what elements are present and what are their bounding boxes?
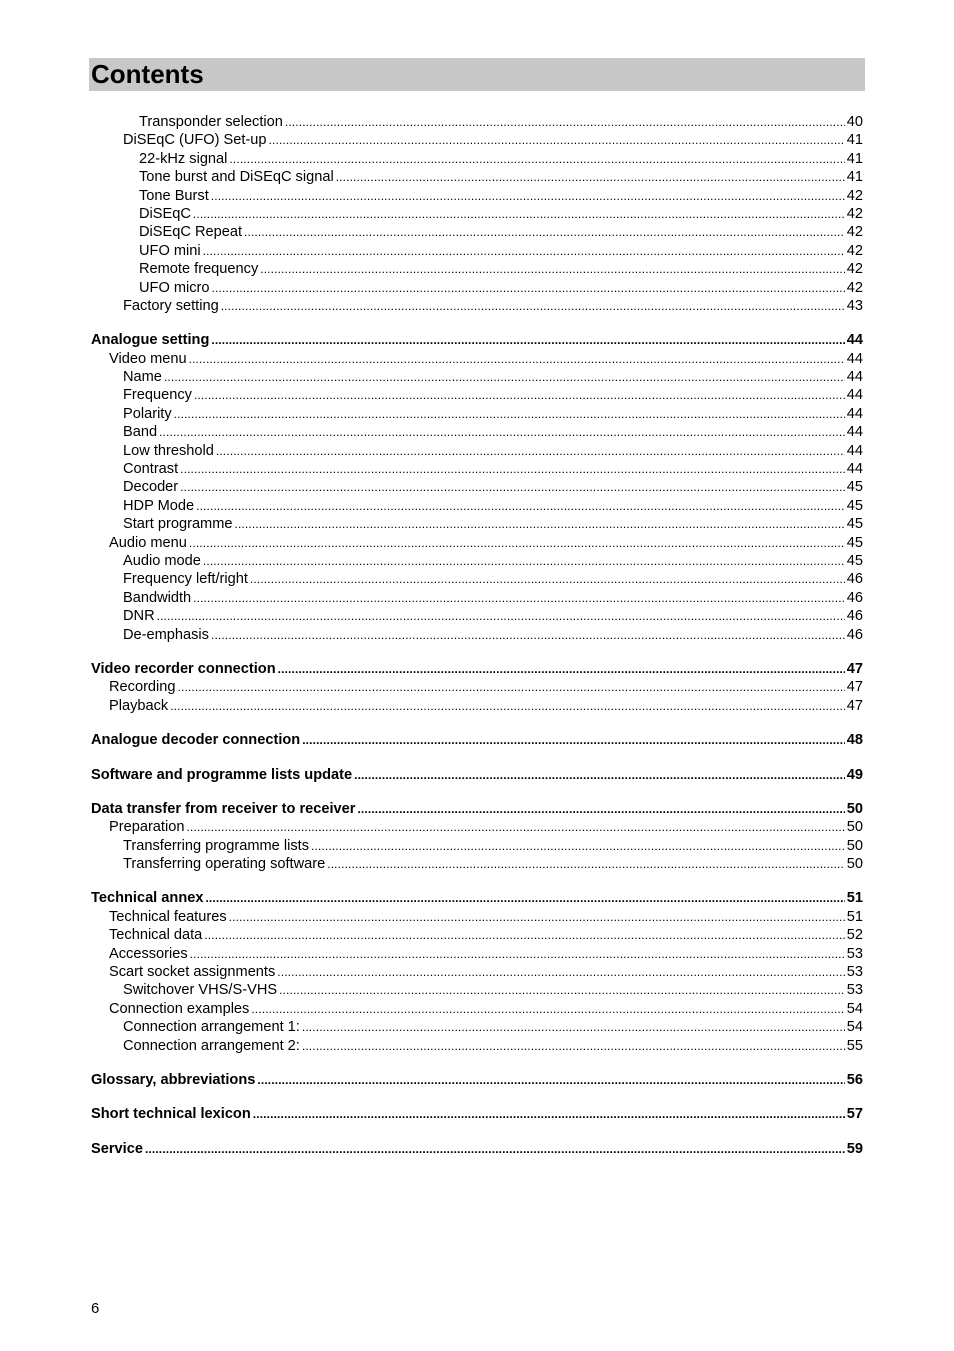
toc-entry-label: Accessories <box>109 945 188 962</box>
section-spacer <box>91 784 863 800</box>
toc-entry-label: Playback <box>109 697 169 714</box>
dot-leader <box>203 552 845 570</box>
dot-leader <box>257 1071 844 1089</box>
toc-entry-label: Switchover VHS/S-VHS <box>123 982 278 999</box>
toc-entry-page: 44 <box>846 332 863 349</box>
dot-leader <box>277 963 844 981</box>
toc-entry-label: Bandwidth <box>123 589 192 606</box>
dot-leader <box>180 478 845 496</box>
toc-entry-label: UFO mini <box>139 242 201 259</box>
toc-entry-page: 55 <box>846 1037 863 1054</box>
toc-entry-page: 47 <box>846 697 863 714</box>
toc-entry[interactable] <box>91 331 863 349</box>
dot-leader <box>159 423 845 441</box>
page-title: Contents <box>91 59 204 89</box>
dot-leader <box>251 1000 844 1018</box>
dot-leader <box>354 766 845 784</box>
dot-leader <box>336 168 845 186</box>
toc-entry-label: Contrast <box>123 461 179 478</box>
toc-entry[interactable] <box>91 187 863 205</box>
toc-entry-page: 53 <box>846 945 863 962</box>
toc-entry[interactable] <box>91 223 863 241</box>
toc-entry[interactable] <box>91 515 863 533</box>
toc-entry-label: Technical data <box>109 927 203 944</box>
toc-entry-page: 46 <box>846 608 863 625</box>
toc-entry-page: 56 <box>846 1071 863 1088</box>
toc-entry-label: Analogue setting <box>91 332 210 349</box>
toc-entry-page: 41 <box>846 150 863 167</box>
toc-entry-label: Transferring programme lists <box>123 837 309 854</box>
toc-entry-label: Connection examples <box>109 1000 250 1017</box>
toc-entry-label: Transferring operating software <box>123 856 326 873</box>
toc-entry-page: 44 <box>846 424 863 441</box>
toc-entry[interactable] <box>91 386 863 404</box>
toc-entry[interactable] <box>91 1018 863 1036</box>
toc-entry[interactable] <box>91 297 863 315</box>
toc-entry-label: Connection arrangement 2: <box>123 1037 300 1054</box>
toc-entry-label: Low threshold <box>123 442 214 459</box>
dot-leader <box>190 945 845 963</box>
toc-entry-page: 51 <box>846 890 863 907</box>
toc-entry-page: 44 <box>846 369 863 386</box>
toc-entry[interactable] <box>91 478 863 496</box>
toc-entry-label: Audio menu <box>109 534 187 551</box>
dot-leader <box>211 187 845 205</box>
toc-entry-label: Video recorder connection <box>91 660 276 677</box>
dot-leader <box>269 131 845 149</box>
toc-entry-label: Frequency left/right <box>123 571 248 588</box>
toc-entry[interactable] <box>91 981 863 999</box>
section-spacer <box>91 1124 863 1140</box>
toc-entry[interactable] <box>91 589 863 607</box>
toc-entry-page: 42 <box>846 224 863 241</box>
toc-entry[interactable] <box>91 442 863 460</box>
toc-entry-page: 47 <box>846 660 863 677</box>
toc-entry-page: 51 <box>846 908 863 925</box>
dot-leader <box>164 368 845 386</box>
toc-entry-page: 54 <box>846 1000 863 1017</box>
toc-entry-label: Tone Burst <box>139 187 209 204</box>
toc-entry-label: Polarity <box>123 405 172 422</box>
toc-entry-page: 47 <box>846 679 863 696</box>
toc-entry[interactable] <box>91 800 863 818</box>
toc-entry-label: Short technical lexicon <box>91 1106 251 1123</box>
toc-entry-page: 44 <box>846 442 863 459</box>
toc-entry[interactable] <box>91 205 863 223</box>
toc-entry[interactable] <box>91 855 863 873</box>
toc-entry-page: 42 <box>846 187 863 204</box>
section-spacer <box>91 715 863 731</box>
toc-entry[interactable] <box>91 260 863 278</box>
dot-leader <box>221 297 845 315</box>
dot-leader <box>260 260 845 278</box>
dot-leader <box>189 534 845 552</box>
toc-entry[interactable] <box>91 766 863 784</box>
toc-entry-label: Start programme <box>123 516 233 533</box>
toc-entry[interactable] <box>91 963 863 981</box>
toc-entry[interactable] <box>91 552 863 570</box>
toc-entry-label: DNR <box>123 608 155 625</box>
dot-leader <box>194 386 845 404</box>
dot-leader <box>229 150 844 168</box>
toc-entry-page: 44 <box>846 350 863 367</box>
toc-entry[interactable] <box>91 945 863 963</box>
toc-entry-page: 50 <box>846 800 863 817</box>
dot-leader <box>302 1037 845 1055</box>
toc-entry-label: UFO micro <box>139 279 210 296</box>
toc-entry-page: 54 <box>846 1019 863 1036</box>
toc-entry[interactable] <box>91 1140 863 1158</box>
toc-entry-label: 22-kHz signal <box>139 150 228 167</box>
dot-leader <box>302 731 845 749</box>
toc-entry[interactable] <box>91 660 863 678</box>
dot-leader <box>189 350 845 368</box>
dot-leader <box>157 607 845 625</box>
toc-entry[interactable] <box>91 1000 863 1018</box>
toc-entry-label: Video menu <box>109 350 187 367</box>
toc-entry-page: 50 <box>846 819 863 836</box>
toc-entry[interactable] <box>91 279 863 297</box>
dot-leader <box>357 800 844 818</box>
toc-entry-page: 45 <box>846 534 863 551</box>
toc-entry-label: Remote frequency <box>139 261 259 278</box>
dot-leader <box>244 223 845 241</box>
toc-entry-label: Technical features <box>109 908 227 925</box>
toc-entry-label: Connection arrangement 1: <box>123 1019 300 1036</box>
toc-entry-label: Factory setting <box>123 297 219 314</box>
toc-entry-page: 41 <box>846 169 863 186</box>
dot-leader <box>235 515 845 533</box>
dot-leader <box>174 405 845 423</box>
toc-entry-page: 43 <box>846 297 863 314</box>
toc-entry[interactable] <box>91 113 863 131</box>
toc-entry-page: 45 <box>846 516 863 533</box>
dot-leader <box>279 981 845 999</box>
dot-leader <box>145 1140 845 1158</box>
toc-entry[interactable] <box>91 818 863 836</box>
dot-leader <box>203 242 845 260</box>
toc-entry-page: 46 <box>846 571 863 588</box>
dot-leader <box>211 331 844 349</box>
table-of-contents <box>91 113 863 1158</box>
toc-entry[interactable] <box>91 1037 863 1055</box>
toc-entry-label: Data transfer from receiver to receiver <box>91 800 356 817</box>
toc-entry-page: 44 <box>846 461 863 478</box>
toc-entry-page: 52 <box>846 927 863 944</box>
toc-entry-page: 46 <box>846 626 863 643</box>
dot-leader <box>193 589 845 607</box>
toc-entry[interactable] <box>91 837 863 855</box>
toc-entry[interactable] <box>91 460 863 478</box>
page-number: 6 <box>91 1300 100 1317</box>
toc-entry[interactable] <box>91 678 863 696</box>
toc-entry-page: 45 <box>846 479 863 496</box>
toc-entry[interactable] <box>91 168 863 186</box>
toc-entry-label: Recording <box>109 679 176 696</box>
toc-entry-page: 42 <box>846 242 863 259</box>
toc-entry[interactable] <box>91 350 863 368</box>
toc-entry-page: 42 <box>846 279 863 296</box>
toc-entry-label: Service <box>91 1140 143 1157</box>
dot-leader <box>186 818 844 836</box>
dot-leader <box>327 855 845 873</box>
toc-entry-page: 41 <box>846 132 863 149</box>
toc-entry-page: 45 <box>846 552 863 569</box>
toc-entry[interactable] <box>91 1105 863 1123</box>
toc-entry[interactable] <box>91 570 863 588</box>
toc-entry-label: Software and programme lists update <box>91 766 353 783</box>
dot-leader <box>311 837 845 855</box>
toc-entry-page: 50 <box>846 837 863 854</box>
toc-entry[interactable] <box>91 697 863 715</box>
section-spacer <box>91 1055 863 1071</box>
dot-leader <box>211 626 845 644</box>
toc-entry-page: 40 <box>846 114 863 130</box>
dot-leader <box>204 926 844 944</box>
dot-leader <box>180 460 845 478</box>
toc-entry-label: Band <box>123 424 158 441</box>
toc-entry-page: 48 <box>846 732 863 749</box>
dot-leader <box>196 497 845 515</box>
dot-leader <box>170 697 845 715</box>
section-spacer <box>91 644 863 660</box>
toc-entry-label: Decoder <box>123 479 179 496</box>
toc-entry-page: 50 <box>846 856 863 873</box>
toc-entry[interactable] <box>91 607 863 625</box>
dot-leader <box>302 1018 845 1036</box>
toc-entry[interactable] <box>91 497 863 515</box>
toc-entry-label: Glossary, abbreviations <box>91 1071 256 1088</box>
dot-leader <box>193 205 845 223</box>
toc-entry[interactable] <box>91 150 863 168</box>
dot-leader <box>278 660 845 678</box>
dot-leader <box>178 678 845 696</box>
section-spacer <box>91 873 863 889</box>
toc-entry[interactable] <box>91 405 863 423</box>
toc-entry[interactable] <box>91 1071 863 1089</box>
contents-header <box>89 58 865 91</box>
toc-entry-label: Scart socket assignments <box>109 964 276 981</box>
dot-leader <box>212 279 845 297</box>
dot-leader <box>205 889 844 907</box>
toc-entry-page: 46 <box>846 589 863 606</box>
toc-entry-label: Technical annex <box>91 890 204 907</box>
toc-entry-page: 59 <box>846 1140 863 1157</box>
toc-entry-label: De-emphasis <box>123 626 209 643</box>
toc-entry-page: 44 <box>846 405 863 422</box>
toc-entry-page: 42 <box>846 205 863 222</box>
toc-entry[interactable] <box>91 242 863 260</box>
toc-entry[interactable] <box>91 731 863 749</box>
toc-entry[interactable] <box>91 889 863 907</box>
toc-entry[interactable] <box>91 368 863 386</box>
dot-leader <box>229 908 845 926</box>
section-spacer <box>91 1089 863 1105</box>
toc-entry-label: DiSEqC Repeat <box>139 224 243 241</box>
toc-entry-page: 45 <box>846 497 863 514</box>
dot-leader <box>285 113 845 131</box>
toc-entry[interactable] <box>91 423 863 441</box>
toc-entry-label: Analogue decoder connection <box>91 732 301 749</box>
toc-entry-label: Frequency <box>123 387 192 404</box>
toc-entry-page: 53 <box>846 964 863 981</box>
toc-entry-page: 57 <box>846 1106 863 1123</box>
toc-entry[interactable] <box>91 131 863 149</box>
toc-entry-label: Name <box>123 369 162 386</box>
toc-entry-label: DiSEqC (UFO) Set-up <box>123 132 267 149</box>
toc-entry-page: 44 <box>846 387 863 404</box>
toc-entry-page: 53 <box>846 982 863 999</box>
section-spacer <box>91 750 863 766</box>
toc-entry-page: 42 <box>846 261 863 278</box>
toc-entry-label: Tone burst and DiSEqC signal <box>139 169 334 186</box>
toc-entry-label: Preparation <box>109 819 185 836</box>
toc-entry[interactable] <box>91 908 863 926</box>
dot-leader <box>250 570 845 588</box>
toc-entry[interactable] <box>91 926 863 944</box>
toc-entry[interactable] <box>91 534 863 552</box>
toc-entry-label: Transponder selection <box>139 114 283 130</box>
toc-entry-label: DiSEqC <box>139 205 191 222</box>
toc-entry-label: HDP Mode <box>123 497 195 514</box>
dot-leader <box>253 1105 845 1123</box>
toc-entry-label: Audio mode <box>123 552 201 569</box>
dot-leader <box>216 442 845 460</box>
toc-entry[interactable] <box>91 626 863 644</box>
section-spacer <box>91 315 863 331</box>
toc-entry-page: 49 <box>846 766 863 783</box>
